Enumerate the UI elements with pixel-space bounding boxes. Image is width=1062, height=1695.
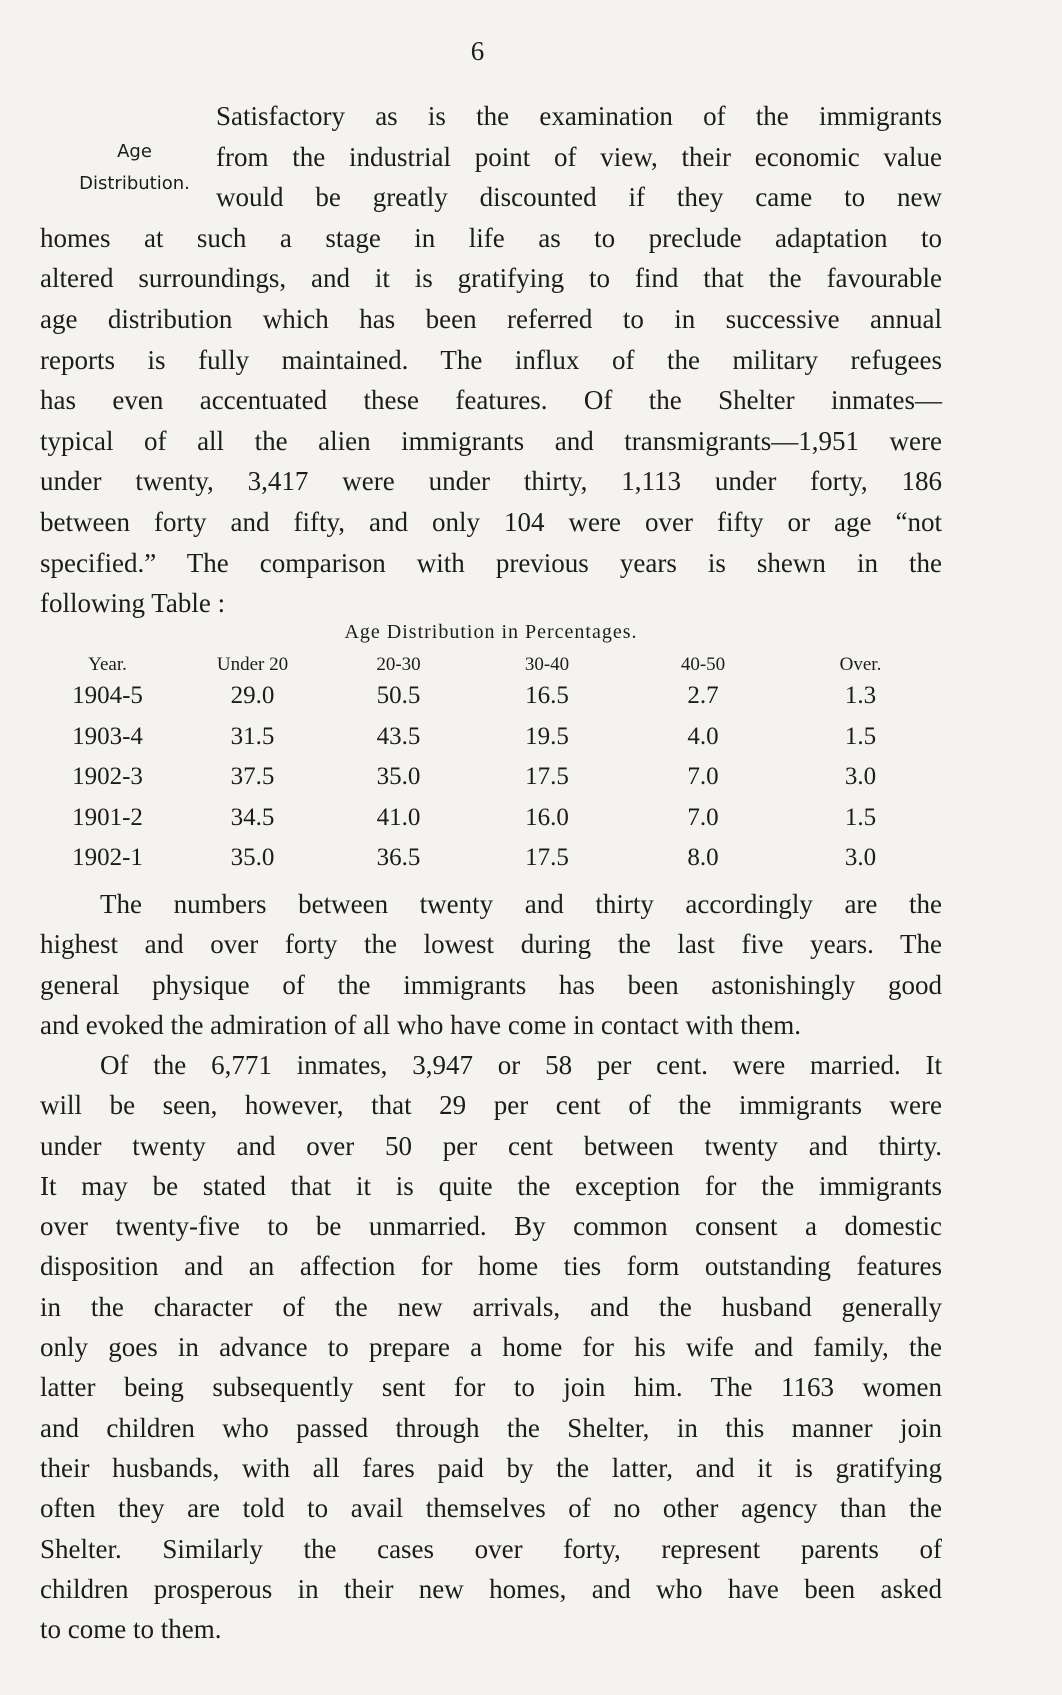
table-cell: 17.5 [525,844,569,872]
text-line: often they are told to avail themselves of no other agency than the [40,1493,942,1524]
table-row [40,757,942,798]
column-header-30-40: 30-40 [524,654,570,675]
text-line: under twenty and over 50 per cent between twenty and thirty. [40,1130,942,1161]
column-header-over: Over. [839,654,882,675]
table-cell: 7.0 [687,803,719,831]
table-cell: 41.0 [376,803,421,831]
table-cell: 19.5 [525,722,569,750]
text-line: homes at such a stage in life as to preclude adaptation to [40,222,942,253]
text-line: typical of all the alien immigrants and transmigrants—1,951 were [40,425,942,456]
table-cell: 3.0 [844,763,877,791]
table-cell: 35.0 [376,763,421,791]
table-cell: 16.0 [525,803,569,831]
column-header-year: Year. [88,654,127,675]
text-line: under twenty, 3,417 were under thirty, 1,113 under forty, 186 [40,466,942,497]
table-cell: 8.0 [687,844,719,872]
table-cell: 1.5 [844,803,877,831]
text-line: Shelter. Similarly the cases over forty, represent parents of [40,1533,942,1564]
table-cell: 3.0 [844,844,877,872]
text-line: specified.” The comparison with previous years is shewn in the [40,547,942,578]
column-header-20-30: 20-30 [376,654,421,675]
table-cell: 1.3 [844,682,877,710]
table-cell: 1904-5 [72,682,143,710]
percentages-table [40,654,942,879]
text-line: altered surroundings, and it is gratifying to find that the favourable [40,263,942,294]
text-line: has even accentuated these features. Of the Shelter inmates— [40,385,942,416]
text-line: their husbands, with all fares paid by the latter, and it is gratifying [40,1452,942,1483]
table-cell: 2.7 [687,682,719,710]
table-cell: 35.0 [230,844,275,872]
text-line: following Table : [40,588,226,619]
column-header-under-20: Under 20 [216,654,289,675]
text-line: from the industrial point of view, their economic value [216,141,942,172]
text-line: general physique of the immigrants has been astonishingly good [40,969,942,1000]
table-row [40,838,942,879]
table-cell: 1.5 [844,722,877,750]
text-line: age distribution which has been referred to in successive annual [40,303,942,334]
text-line: Satisfactory as is the examination of the immigrants [216,101,942,131]
text-line: in the character of the new arrivals, and the husband generally [40,1291,942,1322]
text-line: Of the 6,771 inmates, 3,947 or 58 per cent. were married. It [100,1050,942,1080]
paragraph-physique [40,884,942,1045]
table-cell: 31.5 [230,722,275,750]
table-cell: 17.5 [525,763,569,791]
table-cell: 16.5 [525,682,569,710]
table-cell: 37.5 [230,763,275,791]
text-line: would be greatly discounted if they came to new [216,182,942,213]
text-line: over twenty-five to be unmarried. By common consent a domestic [40,1211,942,1242]
table-cell: 1902-1 [72,844,143,872]
table-cell: 29.0 [230,682,275,710]
table-cell: 36.5 [376,844,421,872]
column-header-40-50: 40-50 [680,654,726,675]
text-line: will be seen, however, that 29 per cent of the immigrants were [40,1090,942,1121]
page-number: 6 [470,36,485,66]
table-cell: 43.5 [376,722,421,750]
table-cell: 1903-4 [72,722,143,750]
text-line: to come to them. [40,1614,222,1645]
text-line: reports is fully maintained. The influx of the military refugees [40,344,942,375]
table-caption: Age Distribution in Percentages. [344,621,638,643]
paragraph-marital-status [40,1045,942,1649]
paragraph-age-distribution [40,96,942,624]
text-line: and children who passed through the Shelter, in this manner join [40,1412,942,1443]
table-cell: 34.5 [230,803,275,831]
text-line: latter being subsequently sent for to join him. The 1163 women [40,1372,942,1403]
text-line: The numbers between twenty and thirty accordingly are the [100,889,942,919]
text-line: highest and over forty the lowest during the last five years. The [40,929,942,960]
margin-note-line: Age [117,141,152,162]
table-cell: 7.0 [687,763,719,791]
text-line: children prosperous in their new homes, and who have been asked [40,1573,942,1604]
table-row [40,717,942,758]
text-line: It may be stated that it is quite the exception for the immigrants [40,1170,942,1201]
table-row [40,798,942,839]
text-line: disposition and an affection for home ties form outstanding features [40,1251,942,1282]
table-header-row [40,654,942,676]
margin-note-line: Distribution. [79,173,190,194]
text-line: and evoked the admiration of all who have come in contact with them. [40,1009,802,1040]
text-line: between forty and fifty, and only 104 were over fifty or age “not [40,506,942,537]
table-row [40,676,942,717]
table-cell: 1901-2 [72,803,143,831]
table-cell: 4.0 [687,722,719,750]
table-cell: 1902-3 [72,763,143,791]
text-line: only goes in advance to prepare a home for his wife and family, the [40,1332,942,1363]
table-cell: 50.5 [376,682,421,710]
